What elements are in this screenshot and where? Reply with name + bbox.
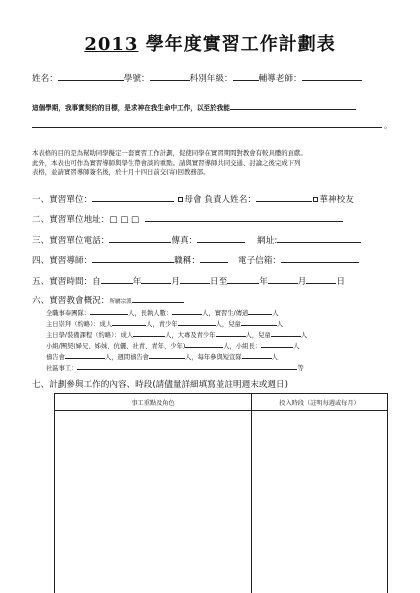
school-child-unit: 人 bbox=[300, 332, 307, 339]
fax-label: 傳真： bbox=[171, 236, 198, 246]
school-youth-field[interactable] bbox=[216, 330, 246, 337]
elders-label: 人，長執人數： bbox=[128, 310, 173, 317]
web-label: 網址: bbox=[257, 236, 278, 246]
goal-field-1[interactable] bbox=[230, 102, 356, 110]
address-row bbox=[32, 213, 343, 225]
mother-church-checkbox[interactable] bbox=[178, 197, 184, 203]
tutor-field[interactable] bbox=[302, 72, 362, 81]
plan-label: 七、計劃參與工作的內容、時段(請儘量詳細填寫並註明週末或週日) bbox=[32, 380, 288, 390]
prayer-field[interactable] bbox=[65, 352, 105, 359]
group-label: 小組/團契(婦兄、姊妹、伉儷、社青、青年、少年) bbox=[46, 343, 186, 350]
church-line-3 bbox=[46, 330, 307, 339]
prayer-label: 禱告會 bbox=[46, 354, 65, 361]
student-id-label: 學號： bbox=[123, 74, 150, 84]
community-unit: 等 bbox=[297, 365, 304, 372]
school-youth-label: 人，大專及青少年 bbox=[165, 332, 216, 339]
period-row bbox=[32, 275, 345, 287]
start-year-field[interactable] bbox=[101, 275, 133, 284]
unit-row bbox=[32, 193, 354, 205]
goal-statement bbox=[32, 102, 356, 114]
fax-field[interactable] bbox=[197, 234, 245, 243]
church-row bbox=[32, 294, 184, 306]
address-field[interactable] bbox=[145, 213, 343, 222]
worship-child-field[interactable] bbox=[241, 319, 277, 326]
mentor-title-label: 職稱： bbox=[174, 256, 200, 266]
web-field[interactable] bbox=[277, 234, 361, 243]
intro-line-2: 此外，本表也可作為實習導師與學生帶會談的重點。請與實習導師共同交通、討論之後完成下列 bbox=[32, 158, 301, 167]
worship-child-unit: 人 bbox=[276, 321, 284, 328]
contact-label: 負責人姓名： bbox=[204, 195, 256, 205]
mother-church-label: 母會 bbox=[184, 195, 202, 205]
unit-label: 一、實習單位： bbox=[32, 195, 93, 205]
goal-text: 這個學期，我事實契約的目標，是求神在我生命中工作，以至於我能 bbox=[32, 104, 230, 112]
mentor-row bbox=[32, 254, 359, 266]
email-label: 電子信箱： bbox=[237, 256, 281, 266]
church-line-4 bbox=[46, 341, 299, 350]
community-field[interactable] bbox=[77, 363, 297, 370]
school-child-label: 人，兒童 bbox=[245, 332, 271, 339]
plan-col-time: 投入時段（註明每週或每月） bbox=[252, 394, 388, 411]
church-line-5 bbox=[46, 352, 278, 361]
name-field[interactable] bbox=[58, 72, 124, 81]
mentor-title-field[interactable] bbox=[200, 254, 228, 263]
plan-role-cell[interactable] bbox=[55, 411, 252, 593]
end-day-label: 日 bbox=[336, 277, 346, 287]
goal-end: 。 bbox=[384, 121, 392, 130]
start-day-label: 日至 bbox=[209, 277, 228, 287]
dept-label: 科別年級： bbox=[189, 74, 233, 84]
worship-adult-field[interactable] bbox=[112, 319, 146, 326]
alumni-label: 華神校友 bbox=[319, 195, 354, 205]
plan-table bbox=[54, 393, 388, 593]
phone-row bbox=[32, 234, 361, 246]
plan-col-role: 事工重點及角色 bbox=[55, 394, 252, 411]
worship-adult-label: 主日崇拜（約略）：成人 bbox=[46, 321, 113, 328]
leaders-label: 人，小組長： bbox=[223, 343, 262, 350]
end-day-field[interactable] bbox=[306, 275, 336, 284]
interns-unit: 人 bbox=[272, 310, 279, 317]
denomination-field[interactable] bbox=[132, 294, 184, 303]
intro-line-1: 本表格的目的是為幫助同學擬定一套實習工作計劃，促使同學在實習期間對教會有較具體的貢獻。 bbox=[32, 149, 307, 157]
end-month-label: 月 bbox=[297, 277, 307, 287]
staff-label: 全職事奉團隊： bbox=[46, 310, 91, 317]
church-line-6 bbox=[46, 363, 304, 372]
intro-line-3: 表格，並請實習導師簽名後，於十月十四日前交(寄)回教務部。 bbox=[32, 168, 210, 177]
student-info-row bbox=[32, 72, 362, 84]
end-year-label: 年 bbox=[259, 277, 268, 287]
period-label: 五、實習時間：自 bbox=[32, 277, 101, 287]
plan-table-row bbox=[55, 411, 388, 593]
church-line-1 bbox=[46, 308, 279, 317]
start-day-field[interactable] bbox=[180, 275, 210, 284]
tutor-label: 輔導老師： bbox=[258, 74, 302, 84]
leaders-unit: 人 bbox=[293, 343, 300, 350]
email-field[interactable] bbox=[281, 254, 359, 263]
start-year-label: 年 bbox=[132, 277, 142, 287]
worship-youth-label: 人，青少年 bbox=[146, 321, 178, 328]
mentor-field[interactable] bbox=[92, 254, 174, 263]
intro-paragraph bbox=[32, 149, 384, 178]
school-child-field[interactable] bbox=[271, 330, 301, 337]
mission-unit: 人 bbox=[271, 354, 278, 361]
title-text: 學年度實習工作計劃表 bbox=[138, 34, 336, 55]
phone-field[interactable] bbox=[109, 234, 171, 243]
church-line-2 bbox=[46, 319, 283, 328]
elders-field[interactable] bbox=[172, 308, 202, 315]
group-field[interactable] bbox=[185, 341, 223, 348]
goal-field-2[interactable] bbox=[32, 127, 382, 128]
community-label: 社區事工： bbox=[46, 365, 78, 372]
plan-table-header bbox=[55, 394, 388, 411]
school-adult-field[interactable] bbox=[133, 330, 165, 337]
unit-field[interactable] bbox=[92, 193, 174, 202]
zip-boxes[interactable]: □ □ □ bbox=[109, 215, 140, 225]
weekday-prayer-label: 人，週間禱告會 bbox=[104, 354, 149, 361]
interns-field[interactable] bbox=[248, 308, 272, 315]
staff-field[interactable] bbox=[90, 308, 128, 315]
plan-time-cell[interactable] bbox=[252, 411, 388, 593]
title-year: 2013 bbox=[84, 34, 139, 55]
start-month-label: 月 bbox=[171, 277, 180, 287]
dept-field[interactable] bbox=[233, 72, 259, 81]
form-title bbox=[0, 30, 420, 56]
alumni-checkbox[interactable] bbox=[313, 197, 319, 203]
interns-label: 人，實習生/傳道 bbox=[202, 310, 249, 317]
leaders-field[interactable] bbox=[261, 341, 293, 348]
mentor-label: 四、實習導師： bbox=[32, 256, 93, 266]
school-adult-label: 主日學/裝備課程（約略）：成人 bbox=[46, 332, 134, 339]
denomination-label: 所屬宗派 bbox=[109, 299, 132, 305]
end-year-field[interactable] bbox=[227, 275, 259, 284]
address-label: 二、實習單位地址： bbox=[32, 215, 110, 225]
mission-label: 人，每年參與短宣隊 bbox=[184, 354, 242, 361]
church-label: 六、實習教會概況： bbox=[32, 296, 110, 306]
weekday-prayer-field[interactable] bbox=[149, 352, 185, 359]
contact-field[interactable] bbox=[256, 193, 312, 202]
student-id-field[interactable] bbox=[150, 72, 190, 81]
name-label: 姓名： bbox=[32, 74, 58, 84]
phone-label: 三、實習單位電話： bbox=[32, 236, 110, 246]
worship-child-label: 人，兒童 bbox=[215, 321, 241, 328]
worship-youth-field[interactable] bbox=[178, 319, 216, 326]
mission-field[interactable] bbox=[242, 352, 272, 359]
start-month-field[interactable] bbox=[141, 275, 171, 284]
end-month-field[interactable] bbox=[268, 275, 298, 284]
